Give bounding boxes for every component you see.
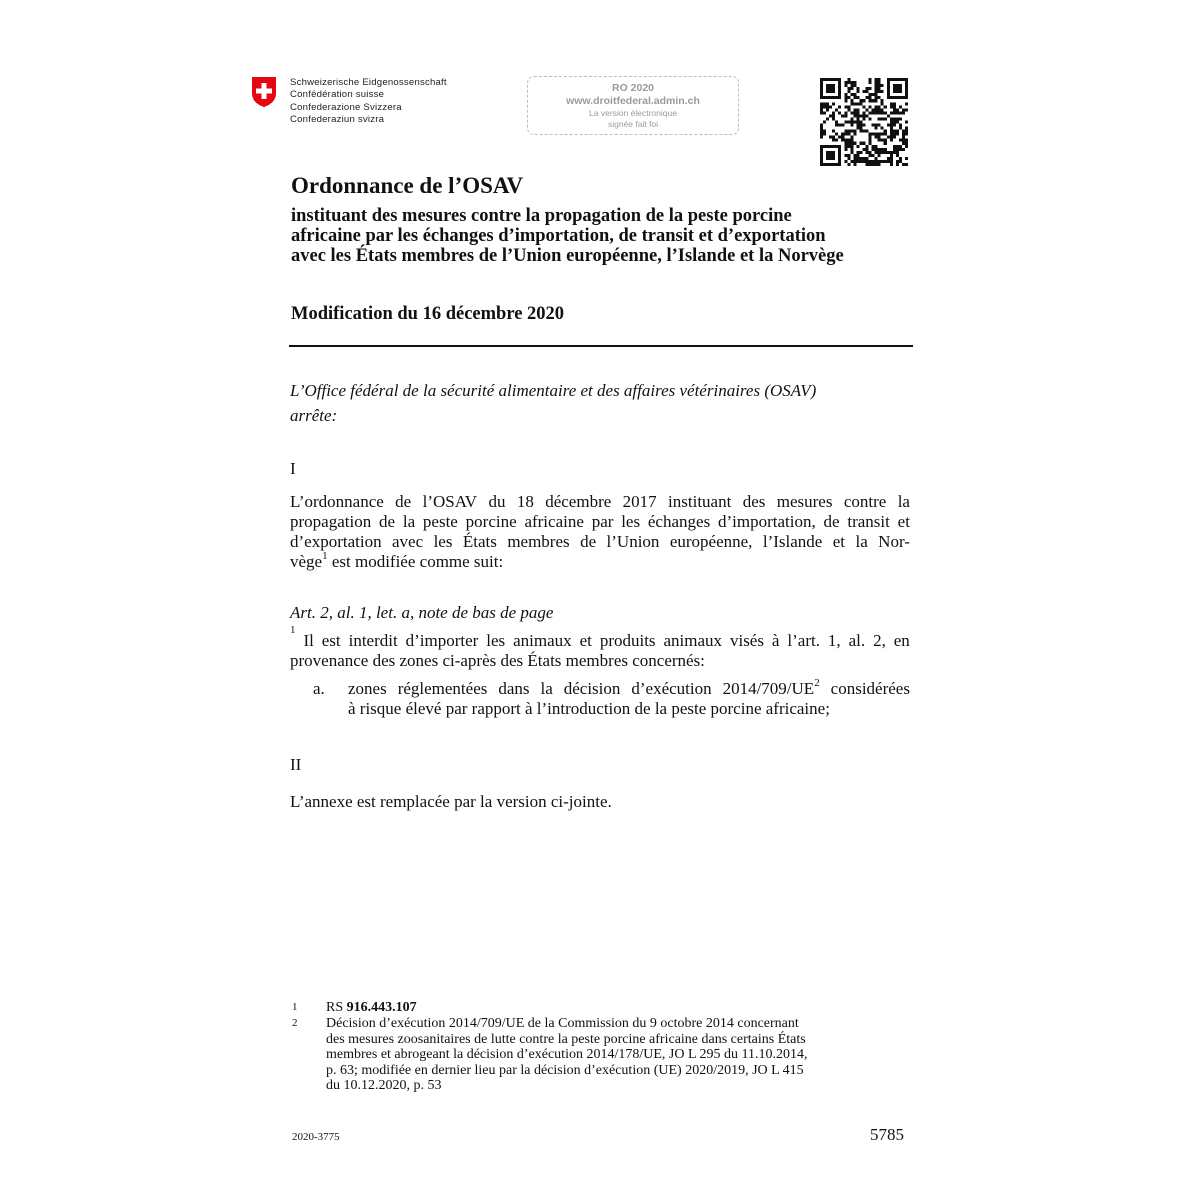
footnote-text <box>326 1016 886 1094</box>
word: 1, <box>827 631 841 650</box>
word: d’exécution <box>631 679 712 698</box>
footnote-line: p. 63; modifiée en dernier lieu par la décision d’exécution (UE) 2020/2019, JO L 415 <box>326 1062 804 1078</box>
word: dans <box>498 679 530 698</box>
word: en <box>893 631 910 650</box>
stamp-note-1: La version électronique <box>589 108 677 118</box>
confederation-name-it: Confederazione Svizzera <box>290 101 402 113</box>
justified-line <box>290 532 910 552</box>
sr-number: 916.443.107 <box>346 1000 417 1015</box>
subtitle-line: instituant des mesures contre la propagation de la peste porcine <box>291 206 792 226</box>
list-marker: a. <box>313 679 325 698</box>
list-item-line: à risque élevé par rapport à l’introduction de la peste porcine africaine; <box>348 699 830 718</box>
section-heading-II: II <box>290 755 302 774</box>
section-heading-I: I <box>290 459 296 478</box>
word: à <box>771 631 780 650</box>
word: est <box>321 631 341 650</box>
confederation-name-de: Schweizerische Eidgenossenschaft <box>290 77 447 88</box>
word: l’art. <box>787 631 820 650</box>
footnote-ref-1: 1 <box>322 550 328 563</box>
word: porcine <box>465 512 517 531</box>
word: d’exportation <box>290 532 382 551</box>
word: la <box>540 679 553 698</box>
title-divider <box>289 345 913 347</box>
list-item-text <box>348 679 910 719</box>
footnote-ref-2: 2 <box>814 677 820 690</box>
subtitle-line: africaine par les échanges d’importation, de transit et d’exportation <box>291 226 826 246</box>
word: la <box>855 532 868 551</box>
article-reference: Art. 2, al. 1, let. a, note de bas de page <box>290 603 554 622</box>
footnote-number: 2 <box>292 1017 298 1029</box>
qr-code-icon <box>820 78 908 166</box>
footnote-text <box>326 1000 886 1016</box>
word: africaine <box>524 512 584 531</box>
stamp-url: www.droitfederal.admin.ch <box>566 95 700 107</box>
paragraph-al1 <box>290 624 910 671</box>
word: de <box>395 492 412 511</box>
word: et <box>832 532 846 551</box>
paragraph-line: provenance des zones ci-après des États membres concernés: <box>290 651 705 670</box>
text-run: est modifiée comme suit: <box>327 552 504 571</box>
preamble <box>290 378 816 428</box>
word: d’importer <box>405 631 479 650</box>
footnote-number: 1 <box>292 1001 298 1013</box>
word: réglementées <box>397 679 488 698</box>
word: et <box>579 631 592 650</box>
word: des <box>742 492 766 511</box>
text-run: RS <box>326 1000 347 1015</box>
word: la <box>402 512 416 531</box>
word: les <box>486 631 506 650</box>
word: Nor- <box>878 532 910 551</box>
annex-statement: L’annexe est remplacée par la version ci-jointe. <box>290 792 612 811</box>
word: animaux <box>513 631 572 650</box>
word: L’ordonnance <box>290 492 384 511</box>
word: propagation <box>290 512 372 531</box>
paragraph-number: 1 <box>290 624 296 636</box>
confederation-name-rm: Confederaziun svizra <box>290 114 385 126</box>
word: par <box>591 512 614 531</box>
word: considérées <box>830 679 910 698</box>
word: États <box>462 532 497 551</box>
confederation-name-fr: Confédération suisse <box>290 89 385 101</box>
word: avec <box>392 532 424 551</box>
word: instituant <box>668 492 732 511</box>
word: transit <box>847 512 890 531</box>
word: décision <box>563 679 621 698</box>
official-publication-stamp <box>527 76 739 135</box>
swiss-coat-of-arms-icon <box>251 76 277 108</box>
word: la <box>897 492 910 511</box>
preamble-line: arrête: <box>290 406 338 425</box>
modification-date: Modification du 16 décembre 2020 <box>291 304 565 324</box>
text-run: vège <box>290 552 323 571</box>
justified-line <box>290 624 910 651</box>
word: les <box>433 532 453 551</box>
word: peste <box>422 512 458 531</box>
stamp-note-2: signée fait foi <box>607 119 659 129</box>
word: 2017 <box>622 492 657 511</box>
subtitle-line: avec les États membres de l’Union européenne, l’Islande et la Norvège <box>291 246 844 266</box>
word: et <box>897 512 910 531</box>
confederation-names <box>290 77 447 127</box>
footnote-line: Décision d’exécution 2014/709/UE de la Commission du 9 octobre 2014 concernant <box>326 1016 799 1031</box>
word: animaux <box>663 631 723 650</box>
document-number: 2020-3775 <box>292 1131 340 1143</box>
amendment-paragraph <box>290 492 910 572</box>
word: les <box>621 512 641 531</box>
page-number: 5785 <box>870 1125 904 1144</box>
footnote-line: des mesures zoosanitaires de lutte contre la peste porcine africaine dans certains États <box>326 1031 806 1047</box>
word: l’OSAV <box>422 492 478 511</box>
word: l’Union <box>606 532 660 551</box>
word: décembre <box>545 492 612 511</box>
word: produits <box>599 631 656 650</box>
word: de <box>580 532 597 551</box>
footnote-line: membres et abrogeant la décision d’exécution 2014/178/UE, JO L 295 du 11.10.2014, <box>326 1047 808 1062</box>
justified-line <box>348 679 910 699</box>
word: mesures <box>776 492 833 511</box>
word: 18 <box>516 492 534 511</box>
document-subtitle <box>291 206 911 266</box>
word: l’Islande <box>762 532 823 551</box>
word: 2, <box>873 631 886 650</box>
word: al. <box>848 631 866 650</box>
word: membres <box>507 532 570 551</box>
word: visés <box>729 631 764 650</box>
word: interdit <box>348 631 398 650</box>
word: $2014/709/UE^2$ <box>722 677 820 698</box>
justified-line <box>290 512 910 532</box>
word: de <box>823 512 840 531</box>
justified-line <box>290 492 910 512</box>
word: de <box>379 512 396 531</box>
stamp-collection: RO 2020 <box>611 82 655 94</box>
word: d’importation, <box>718 512 816 531</box>
word: échanges <box>647 512 711 531</box>
word: contre <box>843 492 887 511</box>
word: du <box>488 492 506 511</box>
footnote-line: du 10.12.2020, p. 53 <box>326 1078 442 1093</box>
word: européenne, <box>669 532 753 551</box>
word: zones <box>348 679 387 698</box>
paragraph-last-line <box>290 552 910 572</box>
preamble-line: L’Office fédéral de la sécurité alimentaire et des affaires vétérinaires (OSAV) <box>290 381 817 400</box>
word: Il <box>303 631 314 650</box>
document-title: Ordonnance de l’OSAV <box>291 173 524 198</box>
